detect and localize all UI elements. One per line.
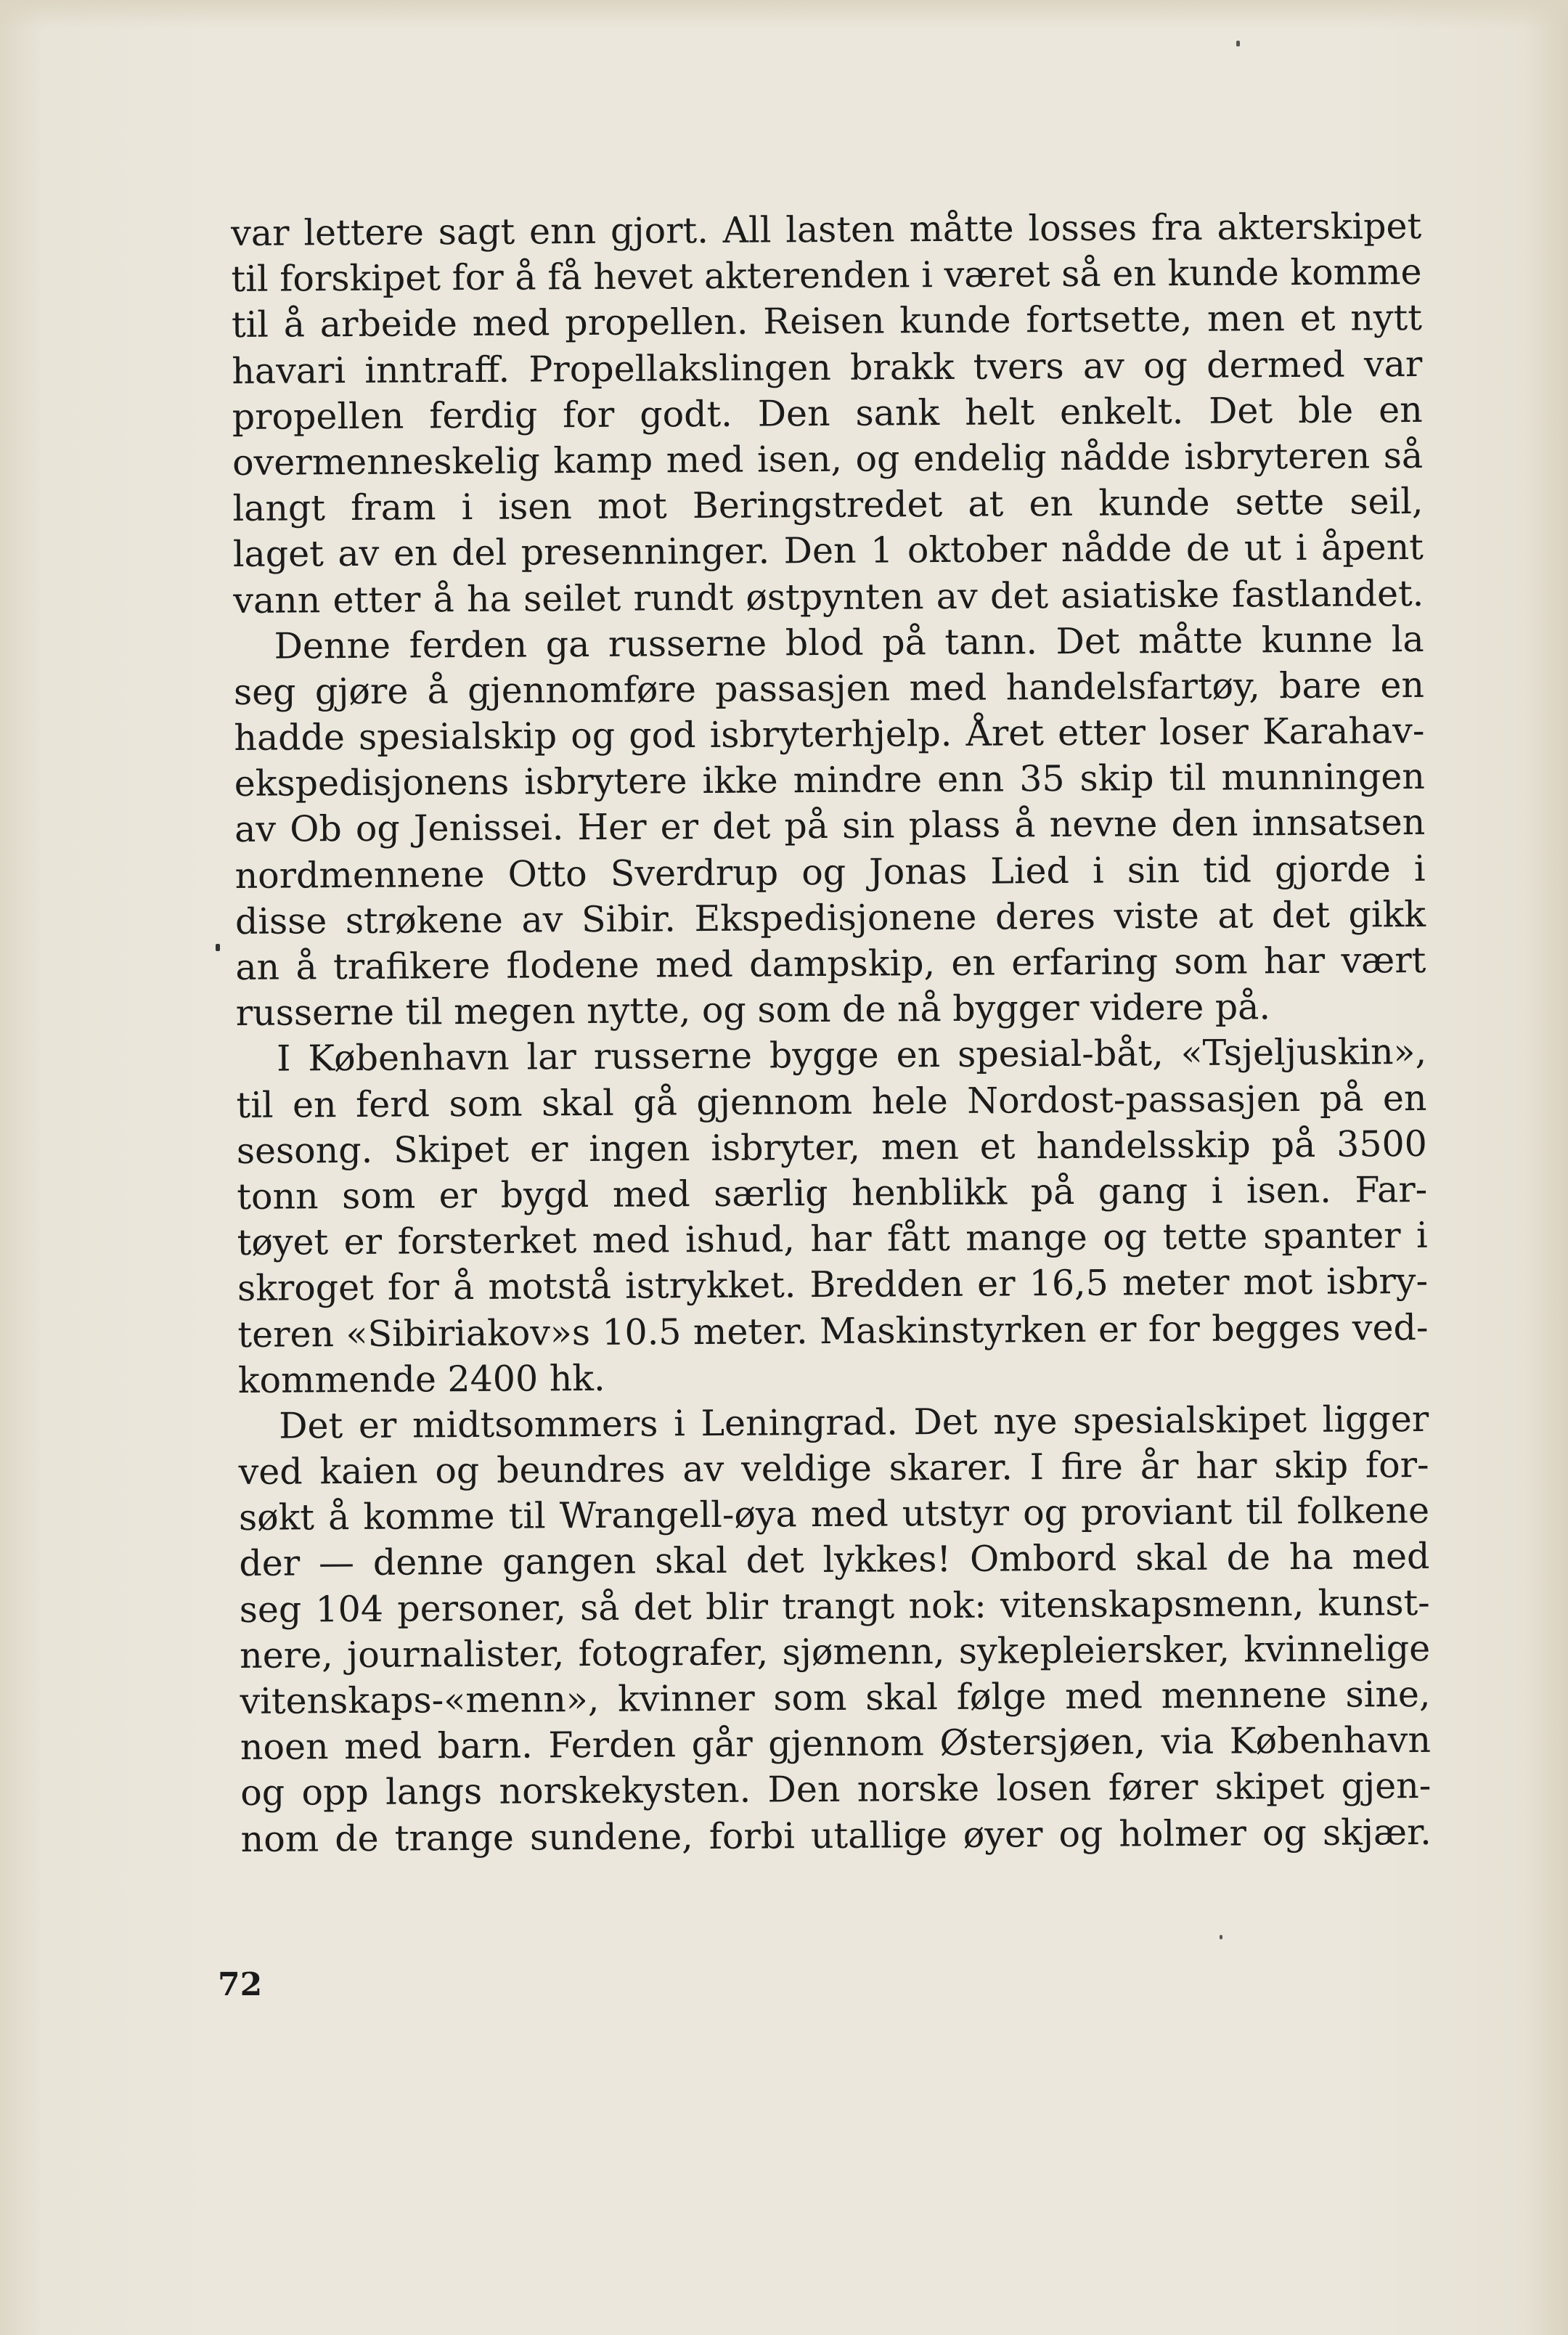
text-line: nordmennene Otto Sverdrup og Jonas Lied i sin tid gjorde i: [234, 847, 1426, 897]
ink-speck: [1236, 41, 1240, 46]
text-line: vann etter å ha seilet rundt østpynten av det asiatiske fastlandet.: [233, 572, 1424, 622]
paragraph-4: [238, 1396, 1432, 1862]
text-line: havari inntraff. Propellakslingen brakk tvers av og dermed var: [232, 343, 1423, 392]
text-line: nom de trange sundene, forbi utallige øyer og holmer og skjær.: [240, 1811, 1432, 1860]
text-line: russerne til megen nytte, og som de nå bygger videre på.: [235, 986, 1271, 1035]
text-line: langt fram i isen mot Beringstredet at en kunde sette seil,: [232, 481, 1424, 530]
text-line: til å arbeide med propellen. Reisen kunde fortsette, men et nytt: [231, 297, 1423, 346]
text-line: til en ferd som skal gå gjennom hele Nordost-passasjen på en: [236, 1077, 1427, 1126]
text-line: tonn som er bygd med særlig henblikk på gang i isen. Far-: [237, 1168, 1428, 1218]
text-line: der — denne gangen skal det lykkes! Ombord skal de ha med: [239, 1536, 1430, 1585]
page-number: 72: [218, 1966, 263, 2003]
text-line: Denne ferden ga russerne blod på tann. Det måtte kunne la: [274, 618, 1424, 667]
text-line: sesong. Skipet er ingen isbryter, men et handelsskip på 3500: [236, 1122, 1428, 1172]
text-line: Det er midtsommers i Leningrad. Det nye spesialskipet ligger: [279, 1398, 1429, 1447]
text-line: disse strøkene av Sibir. Ekspedisjonene deres viste at det gikk: [234, 893, 1426, 942]
text-line: og opp langs norskekysten. Den norske losen fører skipet gjen-: [240, 1765, 1432, 1814]
text-line: teren «Sibiriakov»s 10.5 meter. Maskinstyrken er for begges ved-: [237, 1306, 1429, 1356]
paragraph-1: [231, 203, 1424, 624]
text-line: ekspedisjonens isbrytere ikke mindre enn 35 skip til munningen: [234, 756, 1425, 805]
body-text: [231, 203, 1432, 1862]
text-line: tøyet er forsterket med ishud, har fått mange og tette spanter i: [237, 1215, 1428, 1264]
text-line: til forskipet for å få hevet akterenden i været så en kunde komme: [231, 251, 1422, 301]
ink-speck: [1220, 1935, 1222, 1939]
text-line: ved kaien og beundres av veldige skarer. I fire år har skip for-: [238, 1444, 1429, 1493]
text-line: var lettere sagt enn gjort. All lasten måtte losses fra akterskipet: [231, 205, 1422, 254]
text-line: propellen ferdig for godt. Den sank helt enkelt. Det ble en: [232, 388, 1423, 438]
page-edge-shading: [0, 0, 1568, 29]
margin-mark: [216, 944, 220, 951]
text-line: overmenneskelig kamp med isen, og endelig nådde isbryteren så: [232, 434, 1424, 484]
text-line: skroget for å motstå istrykket. Bredden er 16,5 meter mot isbry-: [237, 1260, 1429, 1310]
text-line: noen med barn. Ferden går gjennom Østersjøen, via København: [240, 1719, 1432, 1769]
text-line: I København lar russerne bygge en spesial-båt, «Tsjeljuskin»,: [276, 1031, 1427, 1080]
text-line: vitenskaps-«menn», kvinner som skal følge med mennene sine,: [240, 1673, 1431, 1722]
text-line: seg gjøre å gjennomføre passasjen med handelsfartøy, bare en: [233, 664, 1425, 713]
paragraph-3: [236, 1029, 1429, 1403]
paragraph-2: [233, 616, 1426, 1037]
text-line: an å trafikere flodene med dampskip, en erfaring som har vært: [235, 939, 1426, 988]
text-line: laget av en del presenninger. Den 1 oktober nådde de ut i åpent: [232, 526, 1424, 576]
text-line: av Ob og Jenissei. Her er det på sin plass å nevne den innsatsen: [234, 802, 1426, 851]
text-line: nere, journalister, fotografer, sjømenn, sykepleiersker, kvinnelige: [239, 1627, 1431, 1676]
text-line: søkt å komme til Wrangell-øya med utstyr og proviant til folkene: [238, 1490, 1430, 1539]
text-line: seg 104 personer, så det blir trangt nok: vitenskapsmenn, kunst-: [239, 1581, 1430, 1631]
text-line: hadde spesialskip og god isbryterhjelp. Året etter loser Karahav-: [234, 710, 1425, 759]
text-line: kommende 2400 hk.: [237, 1357, 605, 1401]
